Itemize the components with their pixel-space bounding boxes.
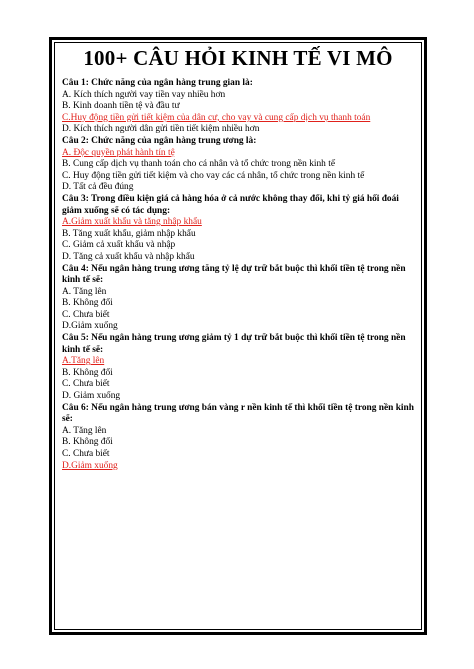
q5-option-b: B. Không đổi <box>62 367 113 378</box>
question-3: Câu 3: Trong điều kiện giá cả hàng hóa ở cả nước không thay đổi, khi tỷ giá hối đoái giảm xuống sẽ có tác dụng: <box>62 193 399 216</box>
q6-option-b: B. Không đổi <box>62 437 113 448</box>
question-list <box>62 78 417 472</box>
q1-option-d: D. Kích thích người dân gửi tiền tiết kiệm nhiều hơn <box>62 124 260 135</box>
q3-option-c: C. Giảm cả xuất khẩu và nhập <box>62 240 176 251</box>
q3-option-d: D. Tăng cả xuất khẩu và nhập khẩu <box>62 251 195 262</box>
q1-option-b: B. Kinh doanh tiền tệ và đầu tư <box>62 101 180 112</box>
q2-option-a-correct: A. Độc quyền phát hành tín tệ <box>62 147 175 158</box>
q6-option-d-correct: D.Giảm xuống <box>62 460 118 471</box>
q5-option-d: D. Giảm xuống <box>62 391 121 402</box>
question-1: Câu 1: Chức năng của ngân hàng trung gian là: <box>62 78 253 88</box>
q5-option-c: C. Chưa biết <box>62 379 110 390</box>
question-6: Câu 6: Nếu ngân hàng trung ương bán vàng r nền kinh tế thì khối tiền tệ trong nền kinh sẽ: <box>62 402 414 425</box>
question-4: Câu 4: Nếu ngân hàng trung ương tăng tỷ lệ dự trữ bắt buộc thì khối tiền tệ trong nền kinh tế sẽ: <box>62 263 406 286</box>
q4-option-c: C. Chưa biết <box>62 309 110 320</box>
q4-option-a: A. Tăng lên <box>62 286 107 297</box>
question-5: Câu 5: Nếu ngân hàng trung ương giảm tỷ 1 dự trữ bắt buộc thì khối tiền tệ trong nền kinh tế sẽ: <box>62 333 406 355</box>
q4-option-d: D.Giảm xuống <box>62 321 118 332</box>
q3-option-b: B. Tăng xuất khẩu, giảm nhập khẩu <box>62 228 196 239</box>
q1-option-c-correct: C.Huy động tiền gửi tiết kiệm của dân cư, cho vay và cung cấp dịch vụ thanh toán <box>62 112 371 123</box>
question-2: Câu 2: Chức năng của ngân hàng trung ương là: <box>62 135 257 146</box>
q2-option-d: D. Tất cả đều đúng <box>62 182 134 193</box>
q2-option-b: B. Cung cấp dịch vụ thanh toán cho cá nhân và tổ chức trong nền kinh tế <box>62 159 335 170</box>
document-title: 100+ CÂU HỎI KINH TẾ VI MÔ <box>83 46 393 70</box>
q4-option-b: B. Không đổi <box>62 298 113 309</box>
q3-option-a-correct: A.Giảm xuất khẩu và tăng nhập khẩu <box>62 217 202 228</box>
q1-option-a: A. Kích thích người vay tiền vay nhiều hơn <box>62 89 226 100</box>
q5-option-a-correct: A.Tăng lên <box>62 356 105 367</box>
q6-option-a: A. Tăng lên <box>62 425 107 436</box>
q6-option-c: C. Chưa biết <box>62 449 110 459</box>
q2-option-c: C. Huy động tiền gửi tiết kiệm và cho vay các cá nhân, tổ chức trong nền kinh tế <box>62 170 365 181</box>
